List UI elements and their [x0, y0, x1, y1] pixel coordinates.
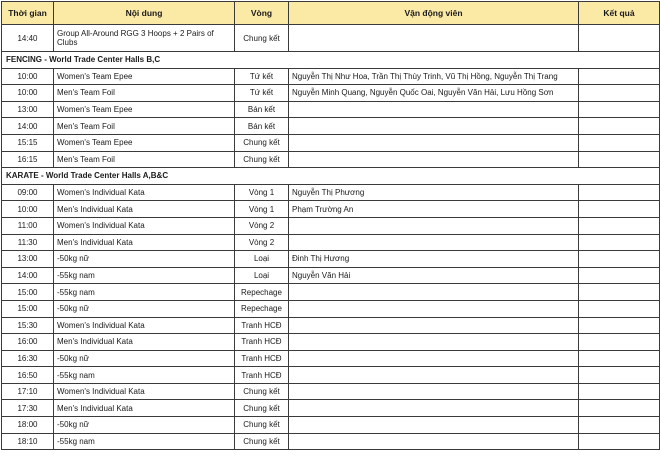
event-time-cell: 17:10 [2, 383, 54, 400]
table-row [2, 151, 660, 168]
event-time-cell: 10:00 [2, 201, 54, 218]
event-result-cell [579, 300, 660, 317]
event-result-cell [579, 151, 660, 168]
event-time-cell: 14:00 [2, 267, 54, 284]
table-row [2, 317, 660, 334]
table-row [2, 134, 660, 151]
event-round-cell: Tranh HCĐ [235, 350, 289, 367]
event-round-cell: Repechage [235, 284, 289, 301]
event-time-cell: 18:10 [2, 433, 54, 450]
event-content-cell: -55kg nam [54, 284, 235, 301]
table-row [2, 118, 660, 135]
event-result-cell [579, 234, 660, 251]
event-result-cell [579, 267, 660, 284]
header-content: Nội dung [54, 2, 235, 25]
event-athletes-cell [289, 101, 579, 118]
event-result-cell [579, 184, 660, 201]
event-content-cell: Men's Team Foil [54, 151, 235, 168]
event-content-cell: Women's Individual Kata [54, 217, 235, 234]
event-round-cell: Bán kết [235, 118, 289, 135]
event-athletes-cell [289, 317, 579, 334]
table-row [2, 350, 660, 367]
table-row [2, 251, 660, 268]
table-row [2, 300, 660, 317]
event-round-cell: Loại [235, 267, 289, 284]
event-athletes-cell [289, 134, 579, 151]
event-round-cell: Chung kết [235, 400, 289, 417]
event-content-cell: -50kg nữ [54, 300, 235, 317]
event-time-cell: 16:15 [2, 151, 54, 168]
event-time-cell: 11:30 [2, 234, 54, 251]
event-result-cell [579, 350, 660, 367]
event-result-cell [579, 201, 660, 218]
event-content-cell: -55kg nam [54, 367, 235, 384]
event-athletes-cell [289, 151, 579, 168]
section-header-row [2, 52, 660, 69]
event-result-cell [579, 317, 660, 334]
event-content-cell: Men's Individual Kata [54, 334, 235, 351]
table-row [2, 433, 660, 450]
event-athletes-cell [289, 334, 579, 351]
event-round-cell: Chung kết [235, 433, 289, 450]
table-row [2, 367, 660, 384]
event-round-cell: Repechage [235, 300, 289, 317]
event-round-cell: Vòng 2 [235, 234, 289, 251]
event-content-cell: Women's Individual Kata [54, 317, 235, 334]
event-round-cell: Tranh HCĐ [235, 367, 289, 384]
header-result: Kết quả [579, 2, 660, 25]
event-athletes-cell: Nguyễn Thị Như Hoa, Trần Thị Thùy Trinh, Vũ Thị Hồng, Nguyễn Thị Trang [289, 68, 579, 85]
table-row [2, 25, 660, 52]
event-athletes-cell [289, 300, 579, 317]
event-athletes-cell [289, 25, 579, 52]
event-time-cell: 10:00 [2, 85, 54, 102]
event-round-cell: Bán kết [235, 101, 289, 118]
event-content-cell: Women's Team Epee [54, 101, 235, 118]
event-time-cell: 14:40 [2, 25, 54, 52]
table-row [2, 184, 660, 201]
event-content-cell: Men's Team Foil [54, 118, 235, 135]
event-time-cell: 13:00 [2, 251, 54, 268]
table-row [2, 267, 660, 284]
event-time-cell: 15:00 [2, 300, 54, 317]
event-round-cell: Tranh HCĐ [235, 334, 289, 351]
event-round-cell: Chung kết [235, 151, 289, 168]
event-time-cell: 16:00 [2, 334, 54, 351]
event-result-cell [579, 284, 660, 301]
table-row [2, 101, 660, 118]
event-result-cell [579, 68, 660, 85]
table-row [2, 400, 660, 417]
event-result-cell [579, 134, 660, 151]
event-result-cell [579, 85, 660, 102]
event-content-cell: Women's Individual Kata [54, 184, 235, 201]
event-time-cell: 11:00 [2, 217, 54, 234]
table-row [2, 383, 660, 400]
event-round-cell: Vòng 1 [235, 201, 289, 218]
event-round-cell: Tứ kết [235, 85, 289, 102]
event-content-cell: -50kg nữ [54, 417, 235, 434]
event-result-cell [579, 251, 660, 268]
section-title: FENCING - World Trade Center Halls B,C [2, 52, 660, 69]
event-result-cell [579, 417, 660, 434]
event-athletes-cell [289, 400, 579, 417]
event-time-cell: 15:30 [2, 317, 54, 334]
event-content-cell: Women's Individual Kata [54, 383, 235, 400]
event-time-cell: 10:00 [2, 68, 54, 85]
event-athletes-cell [289, 367, 579, 384]
event-content-cell: -55kg nam [54, 267, 235, 284]
event-athletes-cell: Nguyễn Minh Quang, Nguyễn Quốc Oai, Nguyễn Văn Hải, Lưu Hồng Sơn [289, 85, 579, 102]
header-athletes: Vận động viên [289, 2, 579, 25]
event-time-cell: 17:30 [2, 400, 54, 417]
event-round-cell: Tranh HCĐ [235, 317, 289, 334]
event-time-cell: 09:00 [2, 184, 54, 201]
table-row [2, 217, 660, 234]
event-result-cell [579, 217, 660, 234]
event-time-cell: 13:00 [2, 101, 54, 118]
event-result-cell [579, 433, 660, 450]
event-content-cell: Women's Team Epee [54, 68, 235, 85]
event-round-cell: Chung kết [235, 134, 289, 151]
event-athletes-cell [289, 383, 579, 400]
event-time-cell: 15:15 [2, 134, 54, 151]
event-result-cell [579, 400, 660, 417]
event-round-cell: Chung kết [235, 383, 289, 400]
event-content-cell: Women's Team Epee [54, 134, 235, 151]
event-result-cell [579, 25, 660, 52]
event-result-cell [579, 383, 660, 400]
event-athletes-cell: Đinh Thị Hương [289, 251, 579, 268]
event-result-cell [579, 118, 660, 135]
event-athletes-cell [289, 350, 579, 367]
event-round-cell: Vòng 2 [235, 217, 289, 234]
event-result-cell [579, 367, 660, 384]
event-time-cell: 15:00 [2, 284, 54, 301]
section-title: KARATE - World Trade Center Halls A,B&C [2, 168, 660, 185]
event-round-cell: Vòng 1 [235, 184, 289, 201]
table-row [2, 334, 660, 351]
event-time-cell: 16:50 [2, 367, 54, 384]
schedule-table [1, 1, 660, 450]
event-content-cell: Men's Individual Kata [54, 234, 235, 251]
event-athletes-cell [289, 284, 579, 301]
table-row [2, 201, 660, 218]
event-content-cell: Group All-Around RGG 3 Hoops + 2 Pairs of Clubs [54, 25, 235, 52]
event-athletes-cell: Nguyễn Thị Phương [289, 184, 579, 201]
section-header-row [2, 168, 660, 185]
event-athletes-cell [289, 417, 579, 434]
event-time-cell: 16:30 [2, 350, 54, 367]
event-athletes-cell [289, 234, 579, 251]
header-time: Thời gian [2, 2, 54, 25]
event-round-cell: Chung kết [235, 417, 289, 434]
event-content-cell: -50kg nữ [54, 251, 235, 268]
event-content-cell: Men's Individual Kata [54, 400, 235, 417]
table-row [2, 417, 660, 434]
event-athletes-cell: Nguyễn Văn Hải [289, 267, 579, 284]
table-row [2, 284, 660, 301]
event-round-cell: Loại [235, 251, 289, 268]
event-round-cell: Chung kết [235, 25, 289, 52]
event-athletes-cell [289, 217, 579, 234]
event-time-cell: 18:00 [2, 417, 54, 434]
event-content-cell: -50kg nữ [54, 350, 235, 367]
event-content-cell: Men's Individual Kata [54, 201, 235, 218]
event-athletes-cell: Phạm Trường An [289, 201, 579, 218]
event-time-cell: 14:00 [2, 118, 54, 135]
event-round-cell: Tứ kết [235, 68, 289, 85]
event-athletes-cell [289, 433, 579, 450]
table-row [2, 85, 660, 102]
header-round: Vòng [235, 2, 289, 25]
table-row [2, 234, 660, 251]
event-athletes-cell [289, 118, 579, 135]
event-result-cell [579, 101, 660, 118]
table-row [2, 68, 660, 85]
event-content-cell: Men's Team Foil [54, 85, 235, 102]
event-result-cell [579, 334, 660, 351]
event-content-cell: -55kg nam [54, 433, 235, 450]
header-row [2, 2, 660, 25]
